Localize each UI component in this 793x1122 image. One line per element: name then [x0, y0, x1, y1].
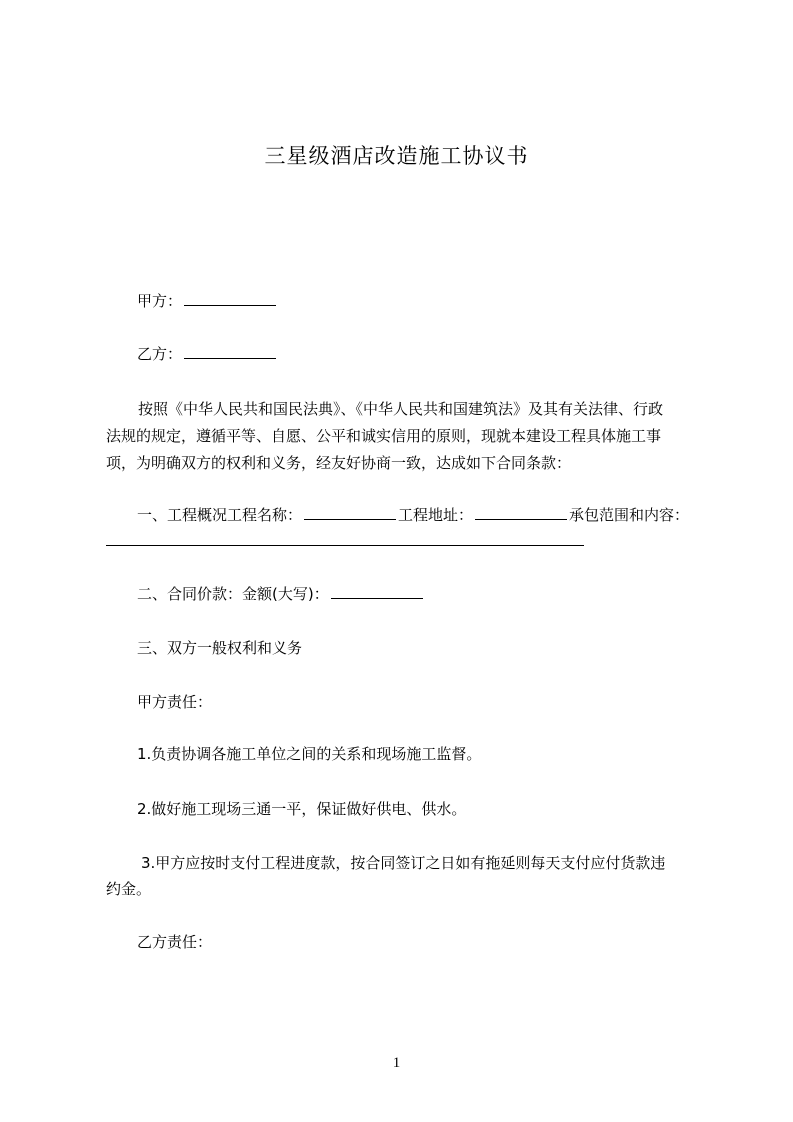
party-b-line	[137, 341, 278, 367]
preamble-line-2: 法规的规定，遵循平等、自愿、公平和诚实信用的原则，现就本建设工程具体施工事	[106, 427, 662, 445]
preamble-line-3: 项，为明确双方的权利和义务，经友好协商一致，达成如下合同条款：	[106, 454, 572, 472]
section-1-line	[137, 502, 689, 528]
party-a-duty-2: 2.做好施工现场三通一平，保证做好供电、供水。	[137, 800, 467, 818]
party-a-blank	[184, 291, 276, 306]
address-blank	[475, 505, 567, 520]
party-b-label: 乙方：	[137, 345, 183, 363]
section-1-prefix: 一、工程概况工程名称：	[137, 506, 303, 524]
party-b-blank	[184, 344, 276, 359]
section-3-heading: 三、双方一般权利和义务	[137, 639, 303, 657]
party-a-duty-3-line-1: 3.甲方应按时支付工程进度款，按合同签订之日如有拖延则每天支付应付货款违	[141, 854, 666, 872]
scope-blank	[106, 545, 584, 546]
party-a-duties-heading: 甲方责任：	[137, 693, 213, 711]
scope-label: 承包范围和内容：	[569, 506, 690, 524]
party-a-line	[137, 288, 278, 314]
section-2-label: 二、合同价款：金额(大写)：	[137, 585, 329, 603]
amount-blank	[331, 584, 423, 599]
page-number: 1	[392, 1055, 401, 1071]
party-b-duties-heading: 乙方责任：	[137, 933, 213, 951]
address-label: 工程地址：	[398, 506, 474, 524]
preamble-line-1: 按照《中华人民共和国民法典》、《中华人民共和国建筑法》及其有关法律、行政	[138, 400, 664, 418]
party-a-duty-1: 1.负责协调各施工单位之间的关系和现场施工监督。	[137, 745, 482, 763]
project-name-blank	[304, 505, 396, 520]
party-a-label: 甲方：	[137, 292, 183, 310]
document-title: 三星级酒店改造施工协议书	[264, 144, 529, 168]
section-2-line	[137, 581, 425, 607]
party-a-duty-3-line-2: 约金。	[106, 880, 152, 898]
